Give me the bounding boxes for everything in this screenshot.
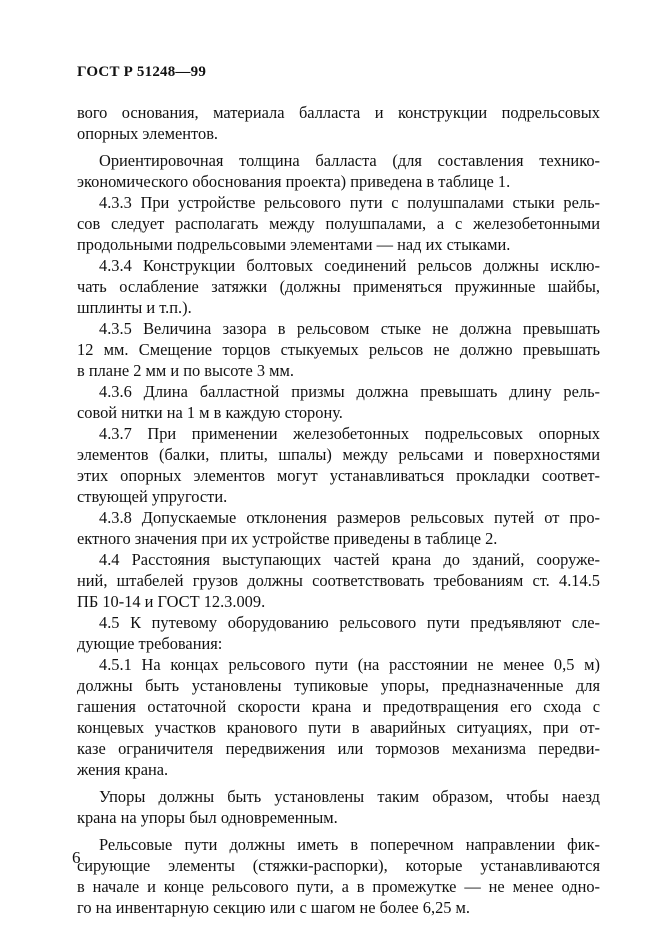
paragraph <box>77 612 600 654</box>
text-line: вого основания, материала балласта и конструкции подрельсовых <box>77 103 600 122</box>
text-line: опорных элементов. <box>77 124 219 143</box>
text-line: в плане 2 мм и по высоте 3 мм. <box>77 361 294 380</box>
text-line: ствующей упругости. <box>77 487 228 506</box>
text-line: 4.3.5 Величина зазора в рельсовом стыке не должна превышать <box>99 319 600 338</box>
text-line: 4.5.1 На концах рельсового пути (на расстоянии не менее 0,5 м) <box>99 655 600 674</box>
paragraph <box>77 255 600 318</box>
text-line: должны быть установлены тупиковые упоры, предназначенные для <box>77 676 600 695</box>
text-line: 4.3.8 Допускаемые отклонения размеров рельсовых путей от про- <box>99 508 600 527</box>
paragraph <box>77 654 600 780</box>
text-line: гашения остаточной скорости крана и предотвращения его схода с <box>77 697 600 716</box>
paragraph <box>77 150 600 192</box>
text-line: казе ограничителя передвижения или тормозов механизма передви- <box>77 739 600 758</box>
text-line: 12 мм. Смещение торцов стыкуемых рельсов не должно превышать <box>77 340 600 359</box>
paragraph <box>77 507 600 549</box>
text-line: жения крана. <box>77 760 169 779</box>
text-line: ектного значения при их устройстве приведены в таблице 2. <box>77 529 498 548</box>
text-line: этих опорных элементов могут устанавливаться прокладки соответ- <box>77 466 600 485</box>
text-line: 4.4 Расстояния выступающих частей крана до зданий, сооруже- <box>99 550 600 569</box>
text-line: сов следует располагать между полушпалами, а с железобетонными <box>77 214 600 233</box>
page-header: ГОСТ Р 51248—99 <box>77 64 207 80</box>
text-line: в начале и конце рельсового пути, а в промежутке — не менее одно- <box>77 877 600 896</box>
text-line: Рельсовые пути должны иметь в поперечном направлении фик- <box>99 835 600 854</box>
text-line: крана на упоры был одновременным. <box>77 808 338 827</box>
paragraph <box>77 834 600 918</box>
text-line: 4.3.7 При применении железобетонных подрельсовых опорных <box>99 424 600 443</box>
text-line: совой нитки на 1 м в каждую сторону. <box>77 403 343 422</box>
text-line: экономического обоснования проекта) приведена в таблице 1. <box>77 172 511 191</box>
text-line: Ориентировочная толщина балласта (для составления технико- <box>99 151 600 170</box>
paragraph <box>77 318 600 381</box>
text-line: Упоры должны быть установлены таким образом, чтобы наезд <box>99 787 600 806</box>
paragraph <box>77 381 600 423</box>
text-line: сирующие элементы (стяжки-распорки), которые устанавливаются <box>77 856 600 875</box>
text-line: шплинты и т.п.). <box>77 298 192 317</box>
text-line: ний, штабелей грузов должны соответствовать требованиям ст. 4.14.5 <box>77 571 600 590</box>
text-line: ПБ 10-14 и ГОСТ 12.3.009. <box>77 592 266 611</box>
paragraph <box>77 192 600 255</box>
paragraph <box>77 102 600 144</box>
text-line: 4.3.6 Длина балластной призмы должна превышать длину рель- <box>99 382 600 401</box>
text-line: продольными подрельсовыми элементами — над их стыками. <box>77 235 511 254</box>
text-line: 4.5 К путевому оборудованию рельсового пути предъявляют сле- <box>99 613 600 632</box>
text-line: дующие требования: <box>77 634 223 653</box>
text-line: элементов (балки, плиты, шпалы) между рельсами и поверхностями <box>77 445 600 464</box>
body-text <box>77 102 600 918</box>
paragraph <box>77 549 600 612</box>
paragraph <box>77 423 600 507</box>
text-line: го на инвентарную секцию или с шагом не более 6,25 м. <box>77 898 471 917</box>
page-number: 6 <box>72 848 81 867</box>
text-line: 4.3.4 Конструкции болтовых соединений рельсов должны исклю- <box>99 256 600 275</box>
text-line: концевых участков кранового пути в аварийных ситуациях, при от- <box>77 718 600 737</box>
paragraph <box>77 786 600 828</box>
text-line: 4.3.3 При устройстве рельсового пути с полушпалами стыки рель- <box>99 193 600 212</box>
text-line: чать ослабление затяжки (должны применяться пружинные шайбы, <box>77 277 600 296</box>
